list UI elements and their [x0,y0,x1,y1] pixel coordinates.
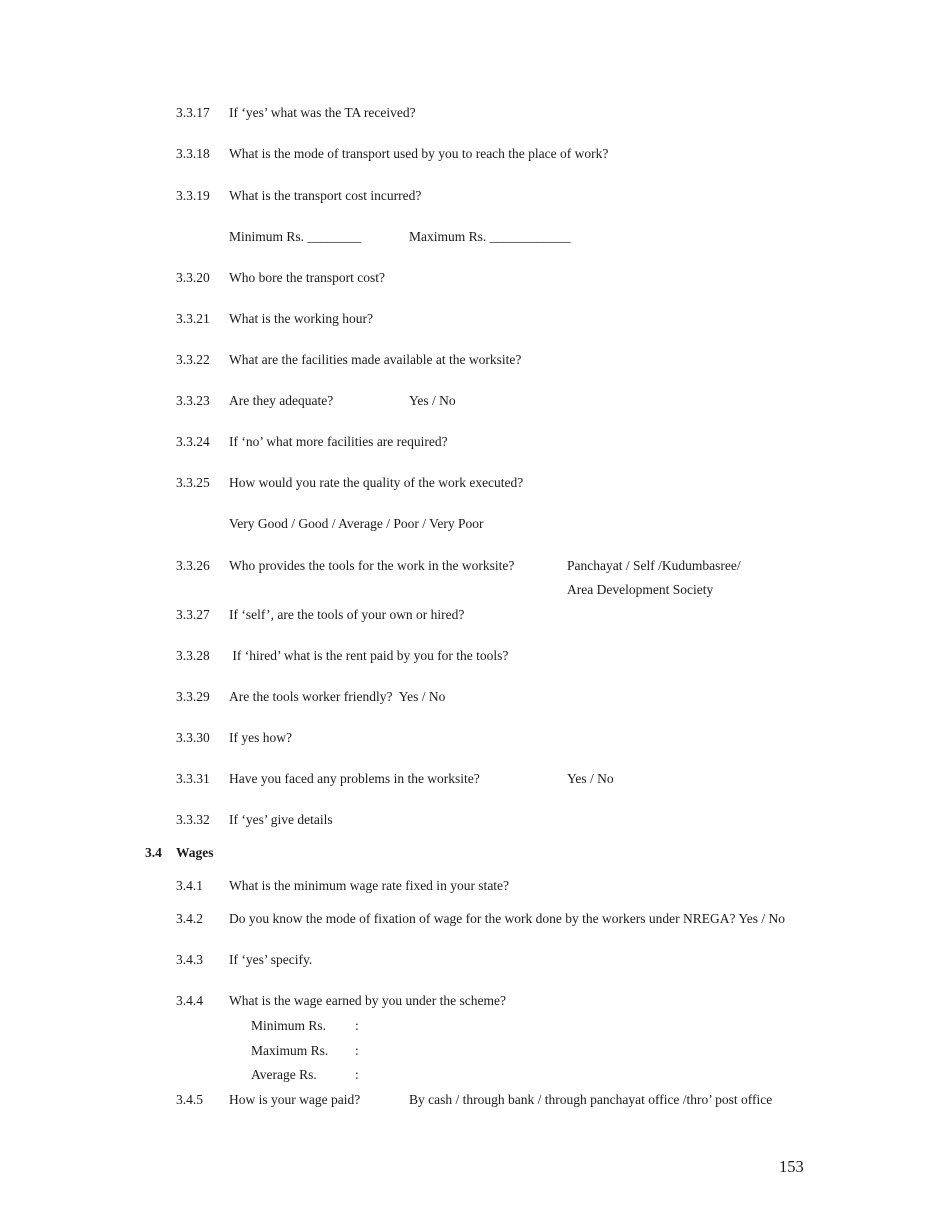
answer-options: Yes / No [409,393,456,408]
wage-colon: : [355,1018,359,1033]
question-text: What is the minimum wage rate fixed in your state? [229,878,510,893]
minimum-cost-blank: Minimum Rs. ________ [229,229,362,244]
question-text: If ‘yes’ give details [229,812,333,827]
item-number: 3.3.31 [176,771,210,786]
section-number: 3.4 [145,845,162,860]
question-text: Are they adequate? [229,393,334,408]
question-text: What is the wage earned by you under the scheme? [229,993,507,1008]
item-number: 3.3.21 [176,311,210,326]
question-text: What is the mode of transport used by you to reach the place of work? [229,146,609,161]
item-number: 3.3.32 [176,812,210,827]
item-number: 3.3.29 [176,689,210,704]
question-text: If ‘yes’ specify. [229,952,313,967]
item-number: 3.4.3 [176,952,203,967]
question-text: Who bore the transport cost? [229,270,385,285]
item-number: 3.4.4 [176,993,203,1008]
rating-options: Very Good / Good / Average / Poor / Very Poor [229,516,484,531]
answer-options-continued: Area Development Society [567,582,714,597]
question-text: If ‘no’ what more facilities are required? [229,434,448,449]
item-number: 3.3.28 [176,648,210,663]
answer-options: By cash / through bank / through panchayat office /thro’ post office [409,1092,773,1107]
question-text: If ‘hired’ what is the rent paid by you for the tools? [229,648,509,663]
item-number: 3.4.1 [176,878,203,893]
wage-label: Maximum Rs. [251,1043,329,1058]
page-number: 153 [779,1157,804,1176]
wage-colon: : [355,1067,359,1082]
question-text: If ‘yes’ what was the TA received? [229,105,416,120]
item-number: 3.3.18 [176,146,210,161]
maximum-cost-blank: Maximum Rs. ____________ [409,229,571,244]
question-text: If yes how? [229,730,292,745]
question-text: How is your wage paid? [229,1092,361,1107]
item-number: 3.3.20 [176,270,210,285]
wage-label: Minimum Rs. [251,1018,327,1033]
item-number: 3.3.23 [176,393,210,408]
answer-options: Panchayat / Self /Kudumbasree/ [567,558,741,573]
item-number: 3.3.26 [176,558,210,573]
question-text: What is the working hour? [229,311,373,326]
wage-colon: : [355,1043,359,1058]
question-text: Who provides the tools for the work in the worksite? [229,558,515,573]
item-number: 3.3.17 [176,105,210,120]
item-number: 3.3.30 [176,730,210,745]
section-title: Wages [176,845,214,860]
wage-label: Average Rs. [251,1067,317,1082]
item-number: 3.4.2 [176,911,203,926]
answer-options: Yes / No [567,771,614,786]
question-text: What is the transport cost incurred? [229,188,422,203]
item-number: 3.3.25 [176,475,210,490]
question-text: Have you faced any problems in the worksite? [229,771,480,786]
question-text: What are the facilities made available at the worksite? [229,352,522,367]
item-number: 3.3.19 [176,188,210,203]
question-text: Are the tools worker friendly? Yes / No [229,689,446,704]
item-number: 3.3.27 [176,607,210,622]
question-text: How would you rate the quality of the work executed? [229,475,524,490]
item-number: 3.3.22 [176,352,210,367]
question-text: If ‘self’, are the tools of your own or hired? [229,607,465,622]
item-number: 3.4.5 [176,1092,203,1107]
item-number: 3.3.24 [176,434,210,449]
question-text: Do you know the mode of fixation of wage for the work done by the workers under NREGA? Yes / No [229,911,786,926]
